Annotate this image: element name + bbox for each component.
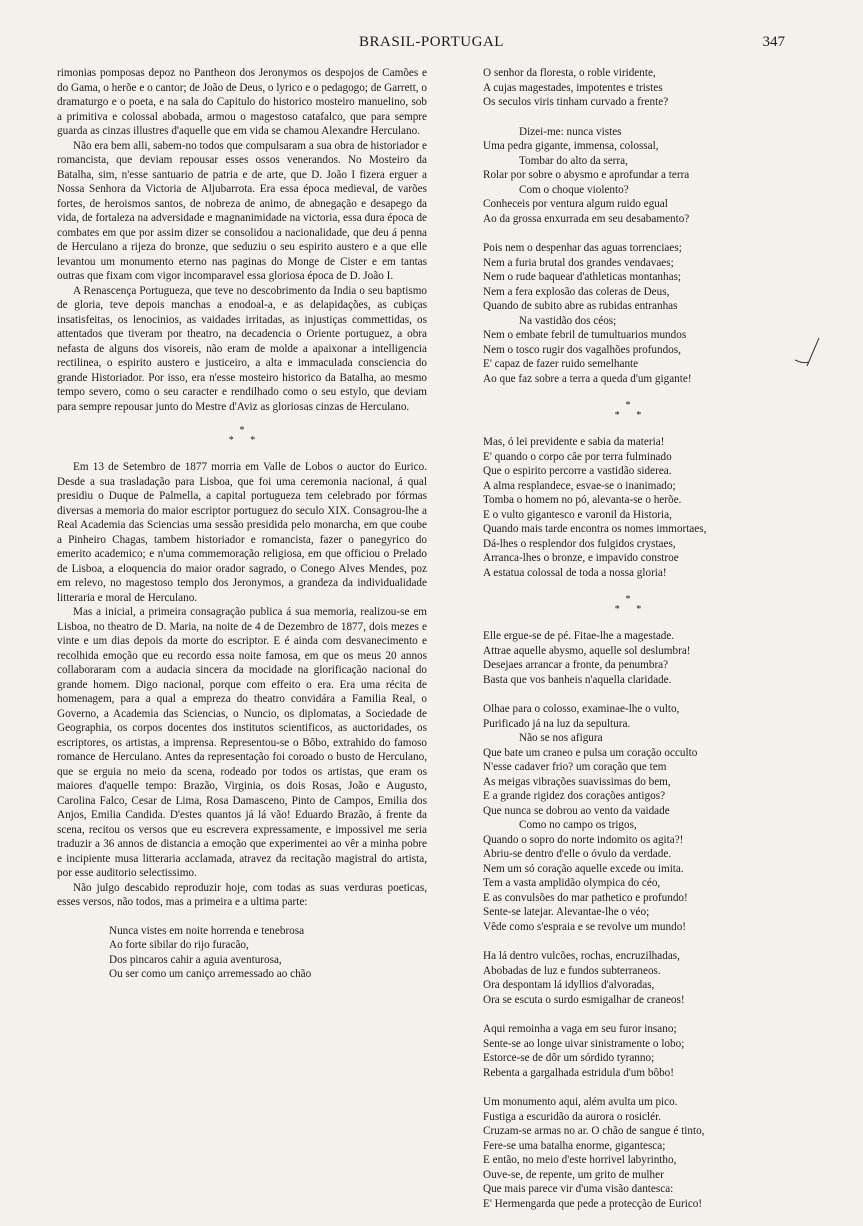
verse-line: Sente-se ao longe uivar sinistramente o lobo; bbox=[483, 1037, 685, 1050]
section-separator: * * * bbox=[614, 594, 642, 615]
verse-line: Rolar por sobre o abysmo e aprofundar a terra bbox=[483, 169, 690, 181]
verse-line: Abriu-se dentro d'elle o óvulo da verdade. bbox=[483, 848, 672, 860]
verse-line: Nem o embate febril de tumultuarios mundos bbox=[483, 329, 687, 341]
verse-line: A cujas magestades, impotentes e tristes bbox=[483, 81, 663, 94]
left-column bbox=[57, 66, 427, 982]
poem-stanza bbox=[483, 1095, 773, 1211]
poem-stanza bbox=[483, 629, 773, 687]
verse-line: Dá-lhes o resplendor dos fulgidos crystaes, bbox=[483, 537, 676, 550]
section-separator: * * * bbox=[614, 400, 642, 421]
verse-line: Attrae aquelle abysmo, aquelle sol deslumbra! bbox=[483, 644, 691, 657]
body-paragraph: Em 13 de Setembro de 1877 morria em Valle de Lobos o auctor do Eurico. Desde a sua trasladação para Lisboa, que foi uma ceremonia nacional, á qual presidiu o Duque de Palmella, a capital portugueza tem celebrado por fórmas diversas a memoria do maior escriptor portuguez do seculo XIX. Consagrou-lhe a Real Academia das Sciencias uma sessão presidida pelo monarcha, em que coube a Pinheiro Chagas, tambem historiador e romancista, fazer o panegyrico do emerito academico; e n'uma commemoração religiosa, em que officiou o Prelado de Lisboa, a eloquencia do maior orador sagrado, o Conego Alves Mendes, poz em relevo, no magestoso templo dos Jeronymos, a grandeza da individualidade litteraria e moral de Herculano. bbox=[57, 461, 427, 604]
verse-line: Dizei-me: nunca vistes bbox=[519, 125, 622, 138]
verse-line: Nem o rude baquear d'athleticas montanhas; bbox=[483, 271, 682, 283]
verse-line: Ou ser como um caniço arremessado ao chão bbox=[109, 968, 312, 980]
verse-line: Fere-se uma batalha enorme, gigantesca; bbox=[483, 1139, 666, 1152]
body-paragraph: Não era bem alli, sabem-no todos que compulsaram a sua obra de historiador e romancista, que deviam repousar esses ossos venerandos. No Mosteiro da Batalha, sim, n'esse santuario de patria e de arte, que D. João I fizera erguer a Nossa Senhora da Victoria de Aljubarrota. Era essa época medieval, de varões fortes, de heroismos santos, de nobreza de animo, de abnegação e desapego da vida, de fortaleza na adversidade e magnanimidade na victoria, essa dura época de combates em que por assim dizer se consolidou a nacionalidade, que deu á penna de Herculano a rijeza do bronze, que seduziu o seu espirito austero e a que elle levantou um monumento eterno nas paginas do Monge de Cister e em tantas outras que fixam com vigor incomparavel essa gloriosa época de D. João I. bbox=[57, 139, 427, 282]
body-paragraph: Não julgo descabido reproduzir hoje, com todas as suas verduras poeticas, esses versos, não todos, mas a primeira e a ultima parte: bbox=[57, 881, 427, 908]
section-separator: * * * bbox=[228, 425, 256, 446]
verse-line: O senhor da floresta, o roble viridente, bbox=[483, 67, 656, 79]
verse-line: As meigas vibrações suavissimas do bem, bbox=[483, 775, 671, 788]
verse-line: A estatua colossal de toda a nossa gloria! bbox=[483, 566, 667, 579]
verse-line: Ha lá dentro vulcões, rochas, encruzilhadas, bbox=[483, 950, 680, 962]
verse-line: E o vulto gigantesco e varonil da Historia, bbox=[483, 508, 672, 521]
verse-line: Vêde como s'espraia e se revolve um mundo! bbox=[483, 920, 687, 933]
verse-line: E então, no meio d'este horrivel labyrintho, bbox=[483, 1154, 677, 1166]
verse-line: Tomba o homem no pó, alevanta-se o herõe. bbox=[483, 494, 682, 506]
verse-line: Basta que vos banheis n'aquella claridade. bbox=[483, 673, 672, 686]
verse-line: Arranca-lhes o bronze, e impavido constroe bbox=[483, 552, 679, 564]
verse-line: Um monumento aqui, além avulta um pico. bbox=[483, 1096, 678, 1108]
verse-line: Com o choque violento? bbox=[519, 183, 629, 196]
verse-line: Purificado já na luz da sepultura. bbox=[483, 717, 631, 730]
verse-line: E' Hermengarda que pede a protecção de Eurico! bbox=[483, 1197, 703, 1210]
page-header bbox=[0, 34, 863, 54]
verse-line: Que bate um craneo e pulsa um coração occulto bbox=[483, 746, 698, 759]
verse-line: Os seculos viris tinham curvado a frente? bbox=[483, 96, 669, 108]
verse-line: Nunca vistes em noite horrenda e tenebrosa bbox=[109, 924, 305, 937]
verse-line: Dos pincaros cahir a aguia aventurosa, bbox=[109, 953, 282, 966]
verse-line: E' quando o corpo câe por terra fulminado bbox=[483, 450, 672, 463]
verse-line: Tem a vasta amplidão olympica do céo, bbox=[483, 877, 661, 889]
verse-line: Como no campo os trigos, bbox=[519, 819, 637, 831]
body-paragraph: A Renascença Portugueza, que teve no descobrimento da India o seu baptismo de gloria, teve depois manchas a enodoal-a, e as delapidações, as cubiças insatisfeitas, os lenocinios, as vaidades irritadas, as injustiças commettidas, os attentados que tiveram por theatro, na decadencia o Oriente portuguez, a obra nefasta de alguns dos visoreis, não eram de molde a apaixonar a intelligencia rectilinea, o espirito austero e justiceiro, a alta e immaculada consciencia do grande Historiador. Por isso, era n'esse mosteiro historico da Batalha, ao mesmo tempo severo, como o seu caracter e rendilhado como o seu estylo, que deviam para sempre repousar junto do Mestre d'Aviz as gloriosas cinzas de Herculano. bbox=[57, 284, 427, 413]
verse-line: Ouve-se, de repente, um grito de mulher bbox=[483, 1168, 664, 1181]
verse-line: Quando de subito abre as rubidas entranhas bbox=[483, 300, 678, 312]
poem-stanza bbox=[483, 949, 773, 1007]
verse-line: Ao forte sibilar do rijo furacão, bbox=[109, 939, 249, 951]
verse-line: Quando mais tarde encontra os nomes immortaes, bbox=[483, 523, 707, 535]
verse-line: Na vastidão dos céos; bbox=[519, 314, 617, 327]
verse-line: Abobadas de luz e fundos subterraneos. bbox=[483, 964, 661, 977]
verse-line: Elle ergue-se de pé. Fitae-lhe a magestade. bbox=[483, 630, 675, 642]
poem-stanza bbox=[483, 66, 773, 110]
verse-line: Fustiga a escuridão da aurora o rosiclér. bbox=[483, 1110, 662, 1123]
verse-line: Ora despontam lá idyllios d'alvoradas, bbox=[483, 979, 655, 991]
verse-line: E' capaz de fazer ruido semelhante bbox=[483, 358, 639, 370]
verse-line: Cruzam-se armas no ar. O chão de sangue é tinto, bbox=[483, 1125, 705, 1137]
verse-line: Nem a fera explosão das coleras de Deus, bbox=[483, 285, 670, 298]
right-column bbox=[483, 66, 773, 1226]
verse-line: Nem um só coração aquelle excede ou imita. bbox=[483, 862, 684, 875]
poem-stanza bbox=[483, 241, 773, 386]
body-paragraph: rimonias pomposas depoz no Pantheon dos Jeronymos os despojos de Camões e do Gama, o herõe e o cantor; de João de Deus, o lyrico e o pedagogo; de Garrett, o dramaturgo e o poeta, e na sala do Capitulo do historico mosteiro manuelino, sob a primitiva e colossal abobada, armou o magestoso catafalco, que para sempre guarda as cinzas illustres d'aquelle que em vida se chamou Alexandre Herculano. bbox=[57, 67, 427, 137]
verse-line: E a grande rigidez dos corações antigos? bbox=[483, 790, 666, 802]
verse-line: Pois nem o despenhar das aguas torrenciaes; bbox=[483, 242, 682, 254]
verse-line: Nem a furia brutal dos grandes vendavaes; bbox=[483, 256, 674, 269]
verse-line: A alma resplandece, esvae-se o inanimado; bbox=[483, 479, 676, 492]
verse-line: Ao que faz sobre a terra a queda d'um gigante! bbox=[483, 372, 692, 385]
verse-line: E as convulsões do mar pathetico e profundo! bbox=[483, 891, 688, 904]
verse-line: N'esse cadaver frio? um coração que tem bbox=[483, 761, 667, 773]
verse-line: Nem o tosco rugir dos vagalhões profundos, bbox=[483, 343, 681, 356]
verse-line: Uma pedra gigante, immensa, colossal, bbox=[483, 140, 659, 152]
poem-stanza bbox=[483, 1022, 773, 1080]
body-paragraph: Mas a inicial, a primeira consagração publica á sua memoria, realizou-se em Lisboa, no theatro de D. Maria, na noite de 4 de Dezembro de 1877, dois mezes e vinte e um dias depois da morte do escriptor. E é ainda com desvanecimento e recolhida emoção que eu recordo essa noite famosa, em que os meus 20 annos collaboraram com a audacia sincera da mocidade na glorificação nacional do grande homem. Digo nacional, porque com effeito o era. Era uma récita de homenagem, para a qual a empreza do theatro convidára a Familia Real, o Governo, a Academia das Sciencias, o Nuncio, os diplomatas, a Sociedade de Geographia, os corpos docentes dos institutos scientificos, as auctoridades, os escriptores, os artistas, a imprensa. Representou-se o Bôbo, extrahido do famoso romance de Herculano. Antes da representação foi coroado o busto de Herculano, que se erguia no meio da scena, rodeado por todos os artistas, que eram os maiores d'aquelle tempo: Brazão, Virginia, os dois Rosas, João e Augusto, Carolina Falco, Cesar de Lima, Rosa Damasceno, Pinto de Campos, Emilia dos Anjos, Emilia Candida. D'estes quantos já lá vão! Eduardo Brazão, á frente da scena, recitou os versos que eu escrevera expressamente, e impossivel me seria traduzir a 36 annos de distancia a emoção que experimentei ao vêr a minha pobre e incipiente musa litteraria acclamada, atravez da recitação magistral do artista, por esse auditorio selectissimo. bbox=[57, 606, 427, 879]
verse-line: Que nunca se dobrou ao vento da vaidade bbox=[483, 804, 670, 817]
verse-line: Mas, ó lei previdente e sabia da materia! bbox=[483, 436, 665, 448]
verse-line: Conheceis por ventura algum ruido egual bbox=[483, 198, 668, 210]
verse-line: Ao da grossa enxurrada em seu desabamento? bbox=[483, 212, 690, 225]
verse-line: Estorce-se de dôr um sórdido tyranno; bbox=[483, 1052, 655, 1064]
verse-line: Aqui remoinha a vaga em seu furor insano; bbox=[483, 1023, 677, 1035]
poem-opening-stanza bbox=[109, 924, 427, 982]
page-number: 347 bbox=[762, 34, 785, 50]
verse-line: Rebenta a gargalhada estridula d'um bôbo! bbox=[483, 1066, 675, 1079]
verse-line: Olhae para o colosso, examinae-lhe o vulto, bbox=[483, 703, 680, 715]
verse-line: Quando o sopro do norte indomito os agita?! bbox=[483, 833, 684, 846]
verse-line: Ora se escuta o surdo esmigalhar de craneos! bbox=[483, 993, 685, 1006]
running-title: BRASIL-PORTUGAL bbox=[359, 34, 504, 50]
verse-line: Não se nos afigura bbox=[519, 732, 603, 744]
poem-stanza bbox=[483, 435, 773, 580]
verse-line: Sente-se latejar. Alevantae-lhe o véo; bbox=[483, 906, 650, 918]
verse-line: Que mais parece vir d'uma visão dantesca: bbox=[483, 1183, 674, 1195]
verse-line: Que o espirito percorre a vastidão siderea. bbox=[483, 465, 672, 477]
verse-line: Desejaes arrancar a fronte, da penumbra? bbox=[483, 659, 669, 671]
pencil-mark bbox=[795, 336, 825, 370]
poem-stanza bbox=[483, 702, 773, 934]
verse-line: Tombar do alto da serra, bbox=[519, 154, 628, 167]
poem-stanza bbox=[483, 125, 773, 227]
